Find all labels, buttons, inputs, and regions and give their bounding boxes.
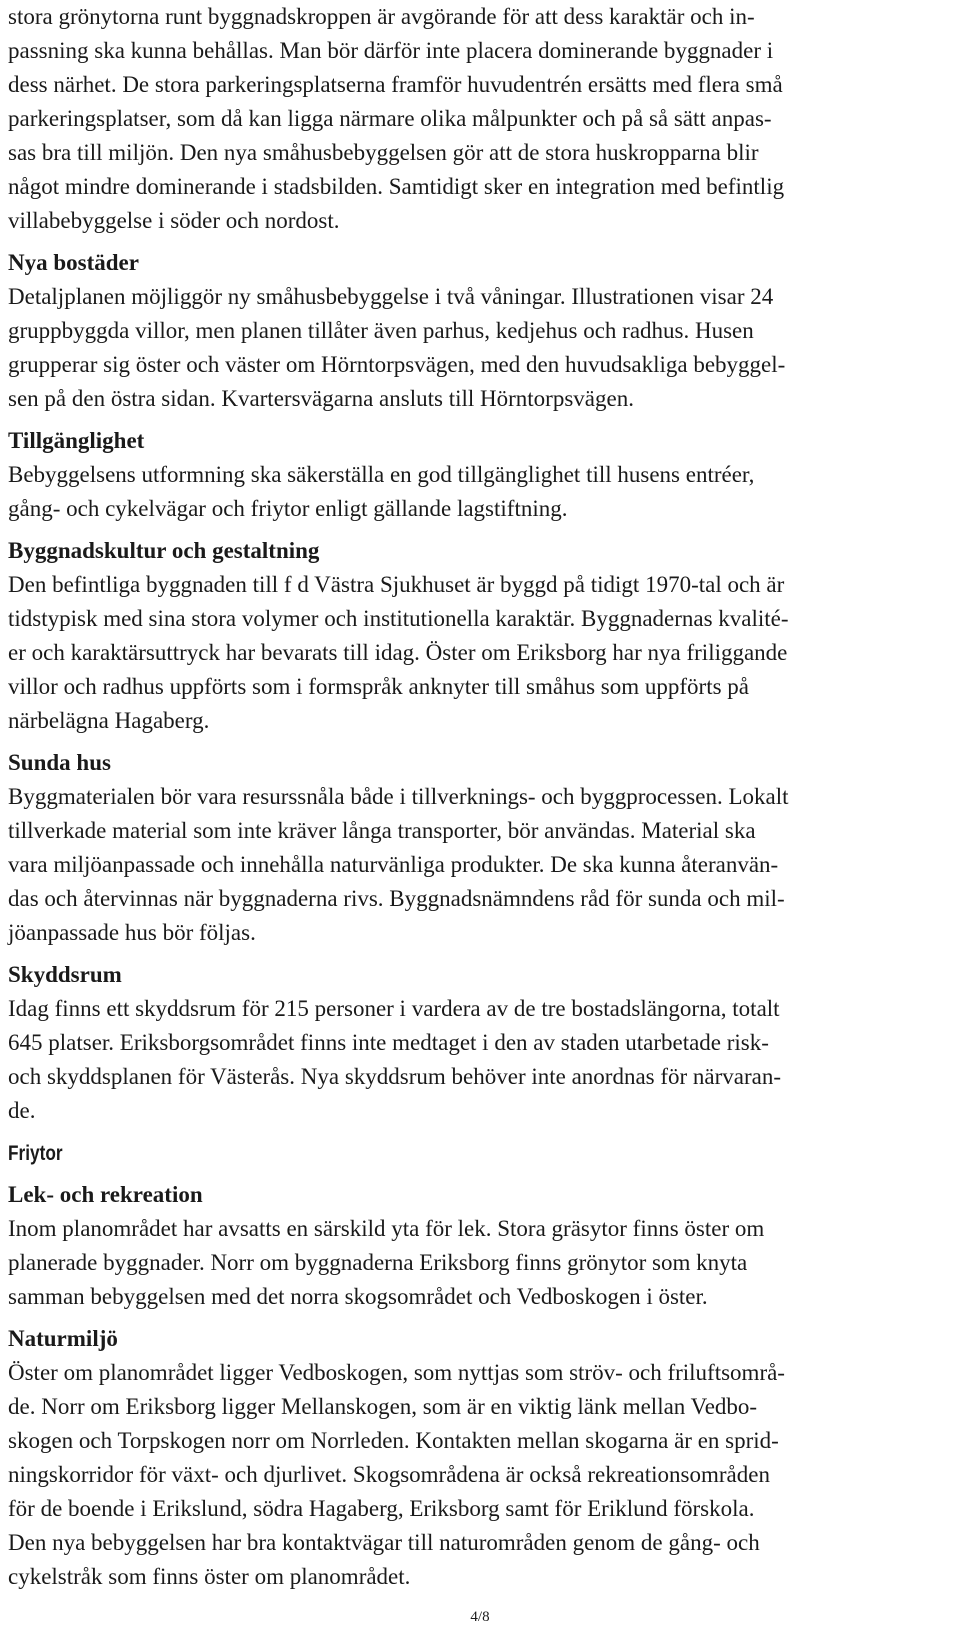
heading-tillganglighet: Tillgänglighet xyxy=(8,428,145,453)
heading-skyddsrum: Skyddsrum xyxy=(8,962,122,987)
heading-sunda-hus: Sunda hus xyxy=(8,750,111,775)
heading-nya-bostader: Nya bostäder xyxy=(8,250,139,275)
paragraph-byggnadskultur: Den befintliga byggnaden till f d Västra Sjukhuset är byggd på tidigt 1970-tal och är tidstypisk med sina stora volymer och institutionella karaktär. Byggnadernas kvalité- er och karaktärsuttryck har bevarats till idag. Öster om Eriksborg har nya friliggande villor och radhus uppförts som i formspråk anknyter till småhus som uppförts på närbelägna Hagaberg. xyxy=(8,572,789,733)
heading-byggnadskultur: Byggnadskultur och gestaltning xyxy=(8,538,320,563)
intro-paragraph: stora grönytorna runt byggnadskroppen är avgörande för att dess karaktär och in- passning ska kunna behållas. Man bör därför inte placera dominerande byggnader i dess närhet. De stora parkeringsplatserna framför huvudentrén ersätts med flera små parkeringsplatser, som då kan ligga närmare olika målpunkter och på så sätt anpas- sas bra till miljön. Den nya småhusbebyggelsen gör att de stora huskropparna blir något mindre dominerande i stadsbilden. Samtidigt sker en integration med befintlig villabebyggelse i söder och nordost. xyxy=(8,4,785,233)
heading-friytor: Friytor xyxy=(8,1142,63,1165)
paragraph-lek-och-rekreation: Inom planområdet har avsatts en särskild yta för lek. Stora gräsytor finns öster om planerade byggnader. Norr om byggnaderna Eriksborg finns grönytor som knyta samman bebyggelsen med det norra skogsområdet och Vedboskogen i öster. xyxy=(8,1216,765,1309)
paragraph-sunda-hus: Byggmaterialen bör vara resurssnåla både i tillverknings- och byggprocessen. Lokalt tillverkade material som inte kräver långa transporter, bör användas. Material ska vara miljöanpassade och innehålla naturvänliga produkter. De ska kunna återanvän- das och återvinnas när byggnaderna rivs. Byggnadsnämndens råd för sunda och mil- jöanpassade hus bör följas. xyxy=(8,784,789,945)
document-page xyxy=(8,0,952,1594)
paragraph-skyddsrum: Idag finns ett skyddsrum för 215 personer i vardera av de tre bostadslängorna, totalt 645 platser. Eriksborgsområdet finns inte medtaget i den av staden utarbetade risk- och skyddsplanen för Västerås. Nya skyddsrum behöver inte anordnas för närvaran- de. xyxy=(8,996,782,1123)
heading-lek-och-rekreation: Lek- och rekreation xyxy=(8,1182,203,1207)
paragraph-naturmiljo: Öster om planområdet ligger Vedboskogen, som nyttjas som ströv- och friluftsområ- de. Norr om Eriksborg ligger Mellanskogen, som är en viktig länk mellan Vedbo- skogen och Torpskogen norr om Norrleden. Kontakten mellan skogarna är en sprid- ningskorridor för växt- och djurlivet. Skogsområdena är också rekreationsområden för de boende i Erikslund, södra Hagaberg, Eriksborg samt för Eriklund förskola. Den nya bebyggelsen har bra kontaktvägar till naturområden genom de gång- och cykelstråk som finns öster om planområdet. xyxy=(8,1360,785,1589)
page-number: 4/8 xyxy=(470,1609,490,1625)
paragraph-tillganglighet: Bebyggelsens utformning ska säkerställa en god tillgänglighet till husens entréer, gång- och cykelvägar och friytor enligt gällande lagstiftning. xyxy=(8,462,755,521)
heading-naturmiljo: Naturmiljö xyxy=(8,1326,118,1351)
paragraph-nya-bostader: Detaljplanen möjliggör ny småhusbebyggelse i två våningar. Illustrationen visar 24 gruppbyggda villor, men planen tillåter även parhus, kedjehus och radhus. Husen grupperar sig öster och väster om Hörntorpsvägen, med den huvudsakliga bebyggel- sen på den östra sidan. Kvartersvägarna ansluts till Hörntorpsvägen. xyxy=(8,284,786,411)
